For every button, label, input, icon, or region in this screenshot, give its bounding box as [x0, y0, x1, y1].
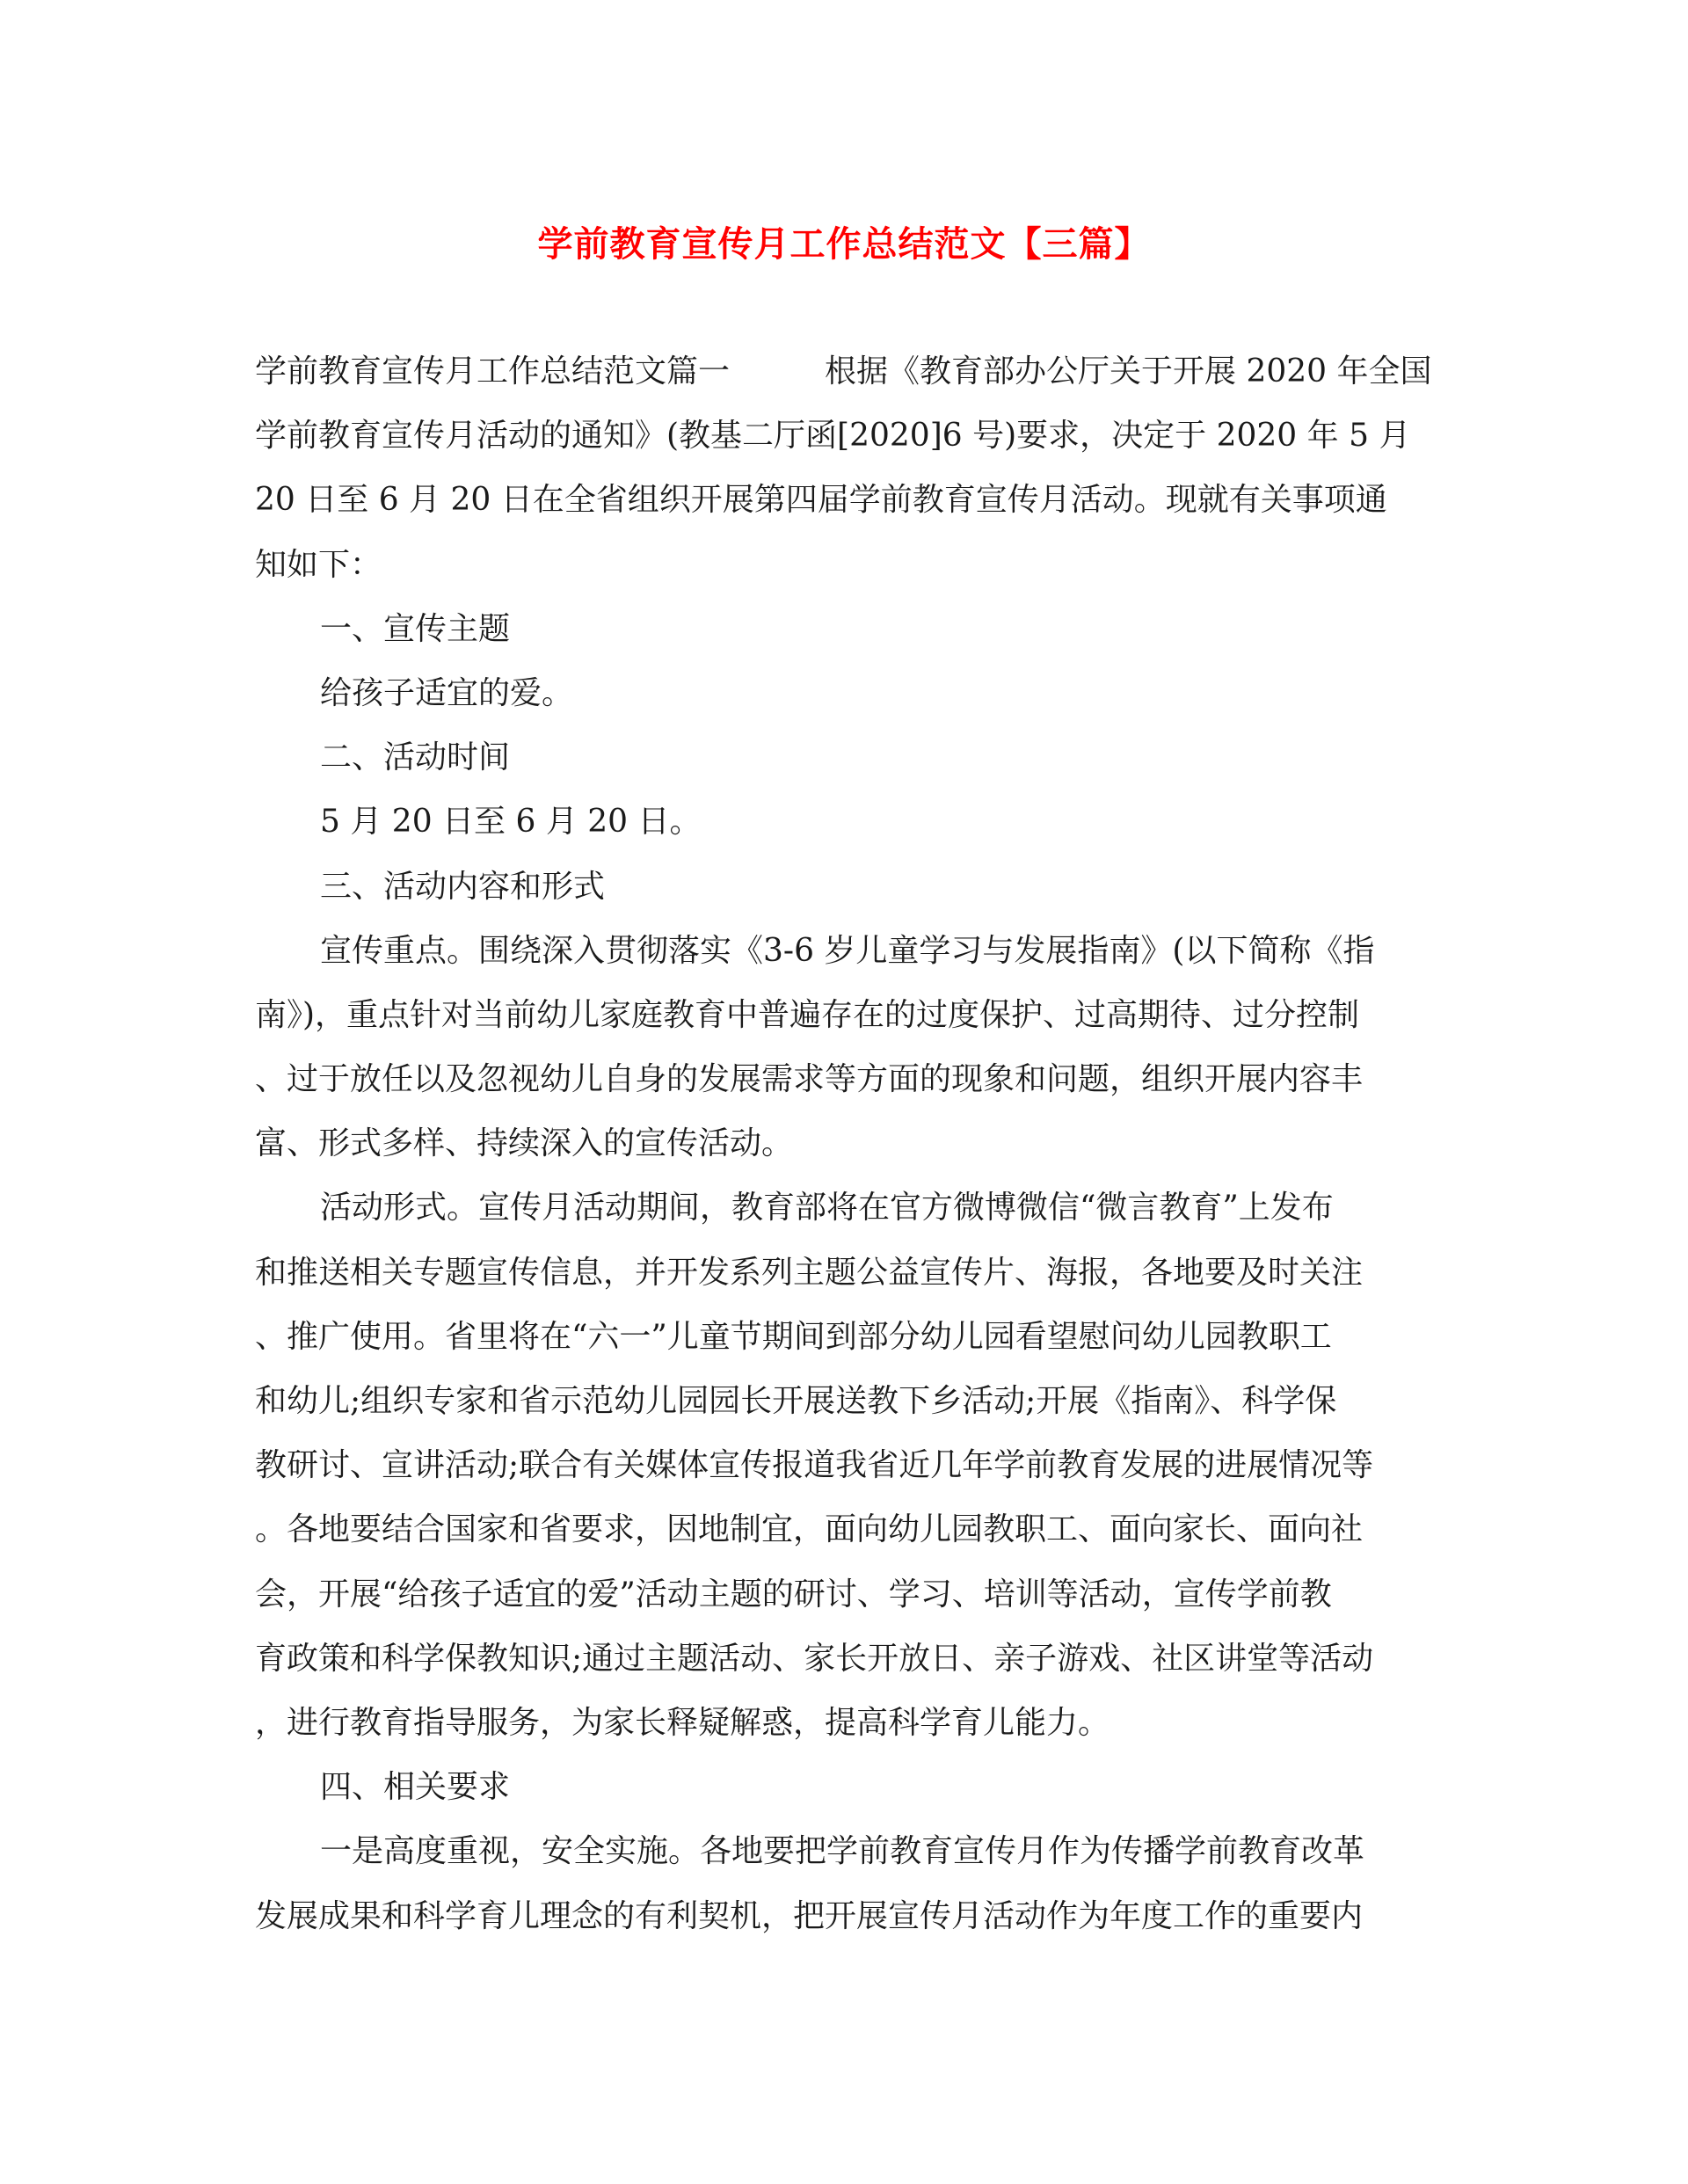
body-line: 学前教育宣传月活动的通知》(教基二厅函[2020]6 号)要求，决定于 2020 年 5 月	[255, 418, 1411, 455]
body-line: 5 月 20 日至 6 月 20 日。	[320, 804, 702, 841]
body-line: 知如下：	[255, 546, 382, 583]
body-line: 一是高度重视，安全实施。各地要把学前教育宣传月作为传播学前教育改革	[320, 1833, 1365, 1870]
body-line: 和推送相关专题宣传信息，并开发系列主题公益宣传片、海报，各地要及时关注	[255, 1254, 1364, 1291]
body-line: ，进行教育指导服务，为家长释疑解惑，提高科学育儿能力。	[255, 1704, 1110, 1741]
section-heading: 二、活动时间	[320, 739, 511, 776]
body-line: 活动形式。宣传月活动期间，教育部将在官方微博微信“微言教育”上发布	[320, 1190, 1334, 1227]
section-heading: 四、相关要求	[320, 1769, 511, 1806]
body-line: 宣传重点。围绕深入贯彻落实《3-6 岁儿童学习与发展指南》(以下简称《指	[320, 932, 1375, 969]
body-line: 、推广使用。省里将在“六一”儿童节期间到部分幼儿园看望慰问幼儿园教职工	[255, 1318, 1332, 1355]
body-line: 20 日至 6 月 20 日在全省组织开展第四届学前教育宣传月活动。现就有关事项通	[255, 482, 1387, 519]
body-line: 和幼儿;组织专家和省示范幼儿园园长开展送教下乡活动;开展《指南》、科学保	[255, 1383, 1337, 1419]
section-heading: 一、宣传主题	[320, 610, 511, 647]
body-line: 。各地要结合国家和省要求，因地制宜，面向幼儿园教职工、面向家长、面向社	[255, 1511, 1364, 1548]
body-line: 发展成果和科学育儿理念的有利契机，把开展宣传月活动作为年度工作的重要内	[255, 1897, 1364, 1934]
body-line: 学前教育宣传月工作总结范文篇一 根据《教育部办公厅关于开展 2020 年全国	[255, 353, 1432, 389]
body-line: 南》)，重点针对当前幼儿家庭教育中普遍存在的过度保护、过高期待、过分控制	[255, 996, 1360, 1033]
body-line: 富、形式多样、持续深入的宣传活动。	[255, 1125, 794, 1162]
body-line: 育政策和科学保教知识;通过主题活动、家长开放日、亲子游戏、社区讲堂等活动	[255, 1640, 1374, 1677]
section-heading: 三、活动内容和形式	[320, 868, 606, 905]
body-line: 会，开展“给孩子适宜的爱”活动主题的研讨、学习、培训等活动，宣传学前教	[255, 1576, 1332, 1613]
document-title: 学前教育宣传月工作总结范文【三篇】	[537, 224, 1151, 265]
body-line: 给孩子适宜的爱。	[320, 674, 574, 711]
document-body	[255, 339, 1433, 1948]
body-line: 教研讨、宣讲活动;联合有关媒体宣传报道我省近几年学前教育发展的进展情况等	[255, 1447, 1374, 1484]
body-line: 、过于放任以及忽视幼儿自身的发展需求等方面的现象和问题，组织开展内容丰	[255, 1061, 1364, 1098]
